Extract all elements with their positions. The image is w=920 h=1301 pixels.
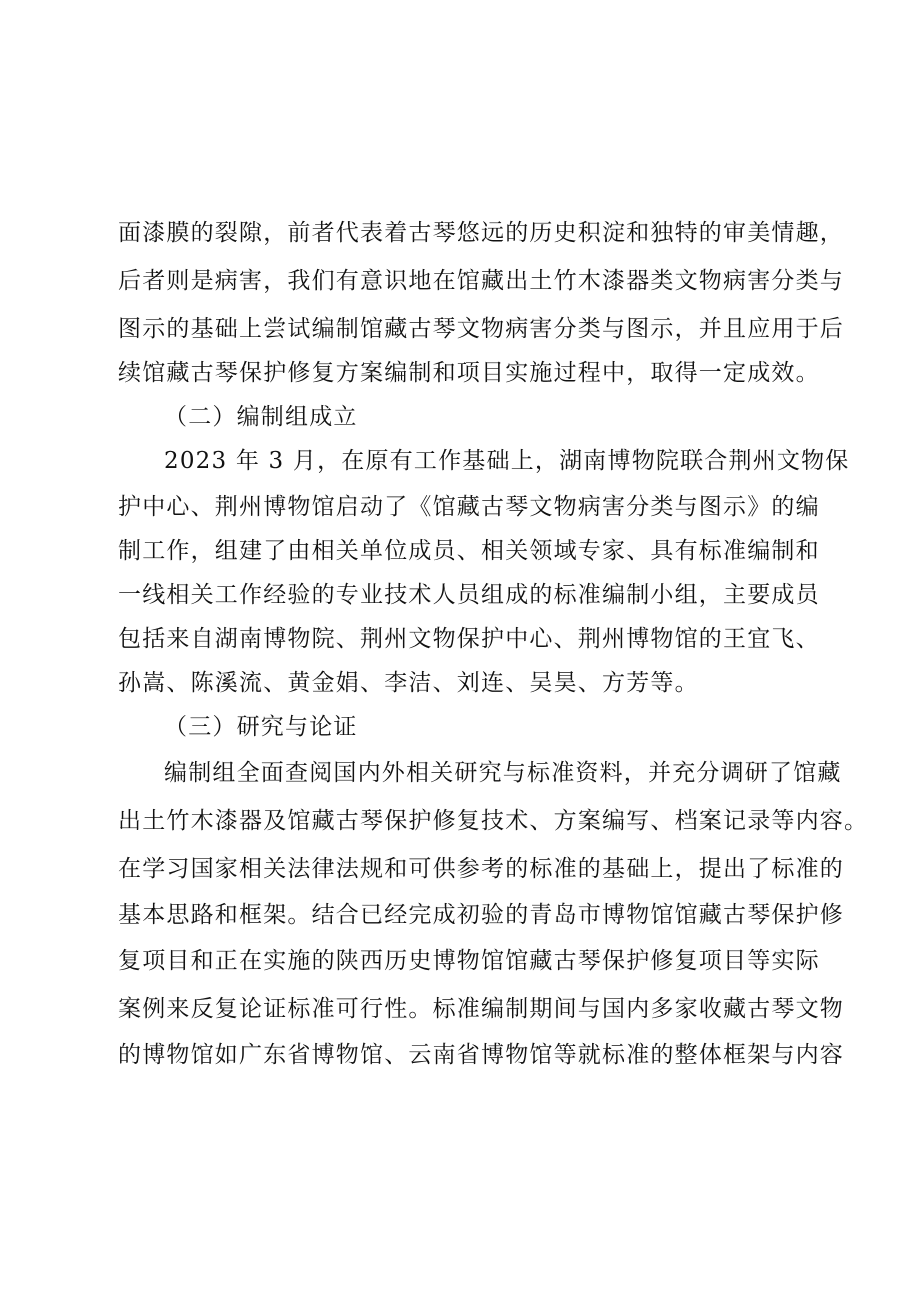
paragraph-3-line-7: 的博物馆如广东省博物馆、云南省博物馆等就标准的整体框架与内容 <box>118 1042 844 1068</box>
paragraph-2-line-3: 制工作，组建了由相关单位成员、相关领域专家、具有标准编制和 <box>118 538 820 564</box>
paragraph-2-line-5: 包括来自湖南博物院、荆州文物保护中心、荆州博物馆的王宜飞、 <box>118 626 820 652</box>
paragraph-3-line-4: 基本思路和框架。结合已经完成初验的青岛市博物馆馆藏古琴保护修 <box>118 902 844 928</box>
section-heading-3: （三）研究与论证 <box>164 714 358 740</box>
paragraph-2-line-2: 护中心、荆州博物馆启动了《馆藏古琴文物病害分类与图示》的编 <box>118 494 820 520</box>
paragraph-3-line-6: 案例来反复论证标准可行性。标准编制期间与国内多家收藏古琴文物 <box>118 996 844 1022</box>
paragraph-3-line-5: 复项目和正在实施的陕西历史博物馆馆藏古琴保护修复项目等实际 <box>118 948 820 974</box>
paragraph-1-line-4: 续馆藏古琴保护修复方案编制和项目实施过程中，取得一定成效。 <box>118 360 820 386</box>
paragraph-1-line-1: 面漆膜的裂隙，前者代表着古琴悠远的历史积淀和独特的审美情趣， <box>118 220 844 246</box>
paragraph-1-line-3: 图示的基础上尝试编制馆藏古琴文物病害分类与图示，并且应用于后 <box>118 316 844 342</box>
paragraph-2-line-6: 孙嵩、陈溪流、黄金娟、李洁、刘连、吴昊、方芳等。 <box>118 670 699 696</box>
paragraph-3-line-2: 出土竹木漆器及馆藏古琴保护修复技术、方案编写、档案记录等内容。 <box>118 808 869 834</box>
paragraph-3-line-3: 在学习国家相关法律法规和可供参考的标准的基础上，提出了标准的 <box>118 856 844 882</box>
paragraph-1-line-2: 后者则是病害，我们有意识地在馆藏出土竹木漆器类文物病害分类与 <box>118 268 844 294</box>
paragraph-2-line-1: 2023 年 3 月，在原有工作基础上，湖南博物院联合荆州文物保 <box>164 448 850 474</box>
paragraph-2-line-4: 一线相关工作经验的专业技术人员组成的标准编制小组，主要成员 <box>118 582 820 608</box>
paragraph-3-line-1: 编制组全面查阅国内外相关研究与标准资料，并充分调研了馆藏 <box>164 760 842 786</box>
section-heading-2: （二）编制组成立 <box>164 404 358 430</box>
